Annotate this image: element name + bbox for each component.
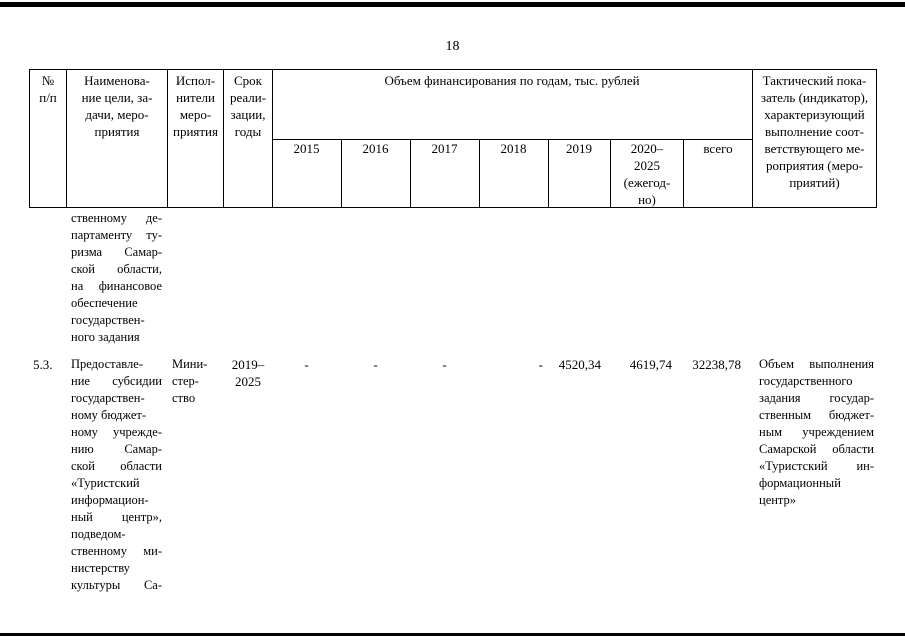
text-line: государствен-: [71, 313, 145, 327]
header-bottom-border: [29, 207, 877, 208]
value-2017: -: [442, 357, 447, 372]
text-line: ство: [172, 391, 196, 405]
header-text: Тактический пока-: [762, 73, 867, 88]
text-line: Самарской области: [759, 442, 874, 456]
value-2019: 4520,34: [558, 357, 601, 372]
header-text: годы: [234, 124, 262, 139]
header-year-2019: 2019: [566, 141, 592, 156]
header-text: ветствующего ме-: [764, 141, 865, 156]
header-year-2017: 2017: [431, 141, 458, 156]
text-line: ризма Самар-: [71, 245, 162, 259]
text-line: ние субсидии: [71, 374, 162, 388]
header-text: меро-: [179, 107, 212, 122]
row-executor: [172, 356, 222, 407]
text-line: ственным бюджет-: [759, 408, 874, 422]
text-line: 2025: [235, 374, 261, 389]
header-text: зации,: [230, 107, 266, 122]
header-text: п/п: [39, 90, 57, 105]
text-line: ного задания: [71, 330, 140, 344]
text-line: Предоставле-: [71, 357, 143, 371]
text-line: нистерству: [71, 561, 130, 575]
bottom-rule: [0, 633, 905, 636]
header-funding: Объем финансирования по годам, тыс. рублей: [384, 73, 640, 88]
header-col-no: [30, 72, 66, 106]
value-2018: -: [538, 357, 543, 372]
header-indicator: [753, 72, 876, 191]
text-line: ственному ми-: [71, 544, 162, 558]
page-number: 18: [445, 39, 460, 54]
top-rule: [0, 2, 905, 7]
header-col-name: [67, 72, 167, 140]
row-name: [71, 356, 162, 594]
text-line: информацион-: [71, 493, 149, 507]
header-year-2016: 2016: [362, 141, 389, 156]
header-top-border: [29, 69, 877, 70]
header-year-2020-2025: [611, 140, 683, 208]
header-col-executor: [168, 72, 223, 140]
text-line: формационный: [759, 476, 841, 490]
header-text: приятия: [94, 124, 140, 139]
text-line: Мини-: [172, 357, 208, 371]
text-line: государственного: [759, 374, 853, 388]
row-indicator: [759, 356, 874, 509]
text-line: «Туристский: [71, 476, 140, 490]
text-line: нию Самар-: [71, 442, 162, 456]
header-year-2018: 2018: [500, 141, 527, 156]
header-text: Срок: [234, 73, 262, 88]
text-line: подведом-: [71, 527, 126, 541]
text-line: ным учреждением: [759, 425, 874, 439]
text-line: задания государ-: [759, 391, 874, 405]
value-total: 32238,78: [692, 357, 741, 372]
text-line: «Туристский ин-: [759, 459, 874, 473]
header-text: дачи, меро-: [85, 107, 149, 122]
value-2020-2025: 4619,74: [629, 357, 672, 372]
header-text: нители: [176, 90, 215, 105]
header-text: реали-: [229, 90, 267, 105]
text-line: стер-: [172, 374, 199, 388]
row-term: [224, 356, 272, 390]
row-number: 5.3.: [33, 357, 53, 372]
header-text: ние цели, за-: [81, 90, 153, 105]
text-line: ному бюджет-: [71, 408, 147, 422]
text-line: ный центр»,: [71, 510, 162, 524]
text-line: 2019–: [231, 357, 265, 372]
header-text: затель (индикатор),: [760, 90, 869, 105]
header-text: Наименова-: [84, 73, 150, 88]
header-text: выполнение соот-: [765, 124, 864, 139]
text-line: ской области: [71, 459, 162, 473]
text-line: ному учрежде-: [71, 425, 162, 439]
header-text: но): [638, 192, 656, 207]
text-line: государствен-: [71, 391, 145, 405]
text-line: центр»: [759, 493, 797, 507]
grid-line: [876, 69, 877, 208]
header-text: 2025: [634, 158, 660, 173]
header-text: Испол-: [175, 73, 216, 88]
header-text: №: [41, 73, 55, 88]
text-line: партаменту ту-: [71, 228, 162, 242]
header-text: приятий): [789, 175, 840, 190]
header-text: (ежегод-: [623, 175, 671, 190]
text-line: обеспечение: [71, 296, 138, 310]
text-line: Объем выполнения: [759, 357, 874, 371]
text-line: ственному де-: [71, 211, 162, 225]
header-text: роприятия (меро-: [766, 158, 863, 173]
text-line: ской области,: [71, 262, 162, 276]
header-year-2015: 2015: [293, 141, 320, 156]
header-text: 2020–: [630, 141, 664, 156]
text-line: на финансовое: [71, 279, 162, 293]
continuation-text: [71, 210, 162, 346]
header-col-term: [224, 72, 272, 140]
value-2015: -: [304, 357, 309, 372]
text-line: культуры Са-: [71, 578, 162, 592]
header-total: всего: [703, 141, 733, 156]
header-text: характеризующий: [764, 107, 865, 122]
value-2016: -: [373, 357, 378, 372]
header-text: приятия: [172, 124, 218, 139]
grid-line: [272, 69, 273, 208]
